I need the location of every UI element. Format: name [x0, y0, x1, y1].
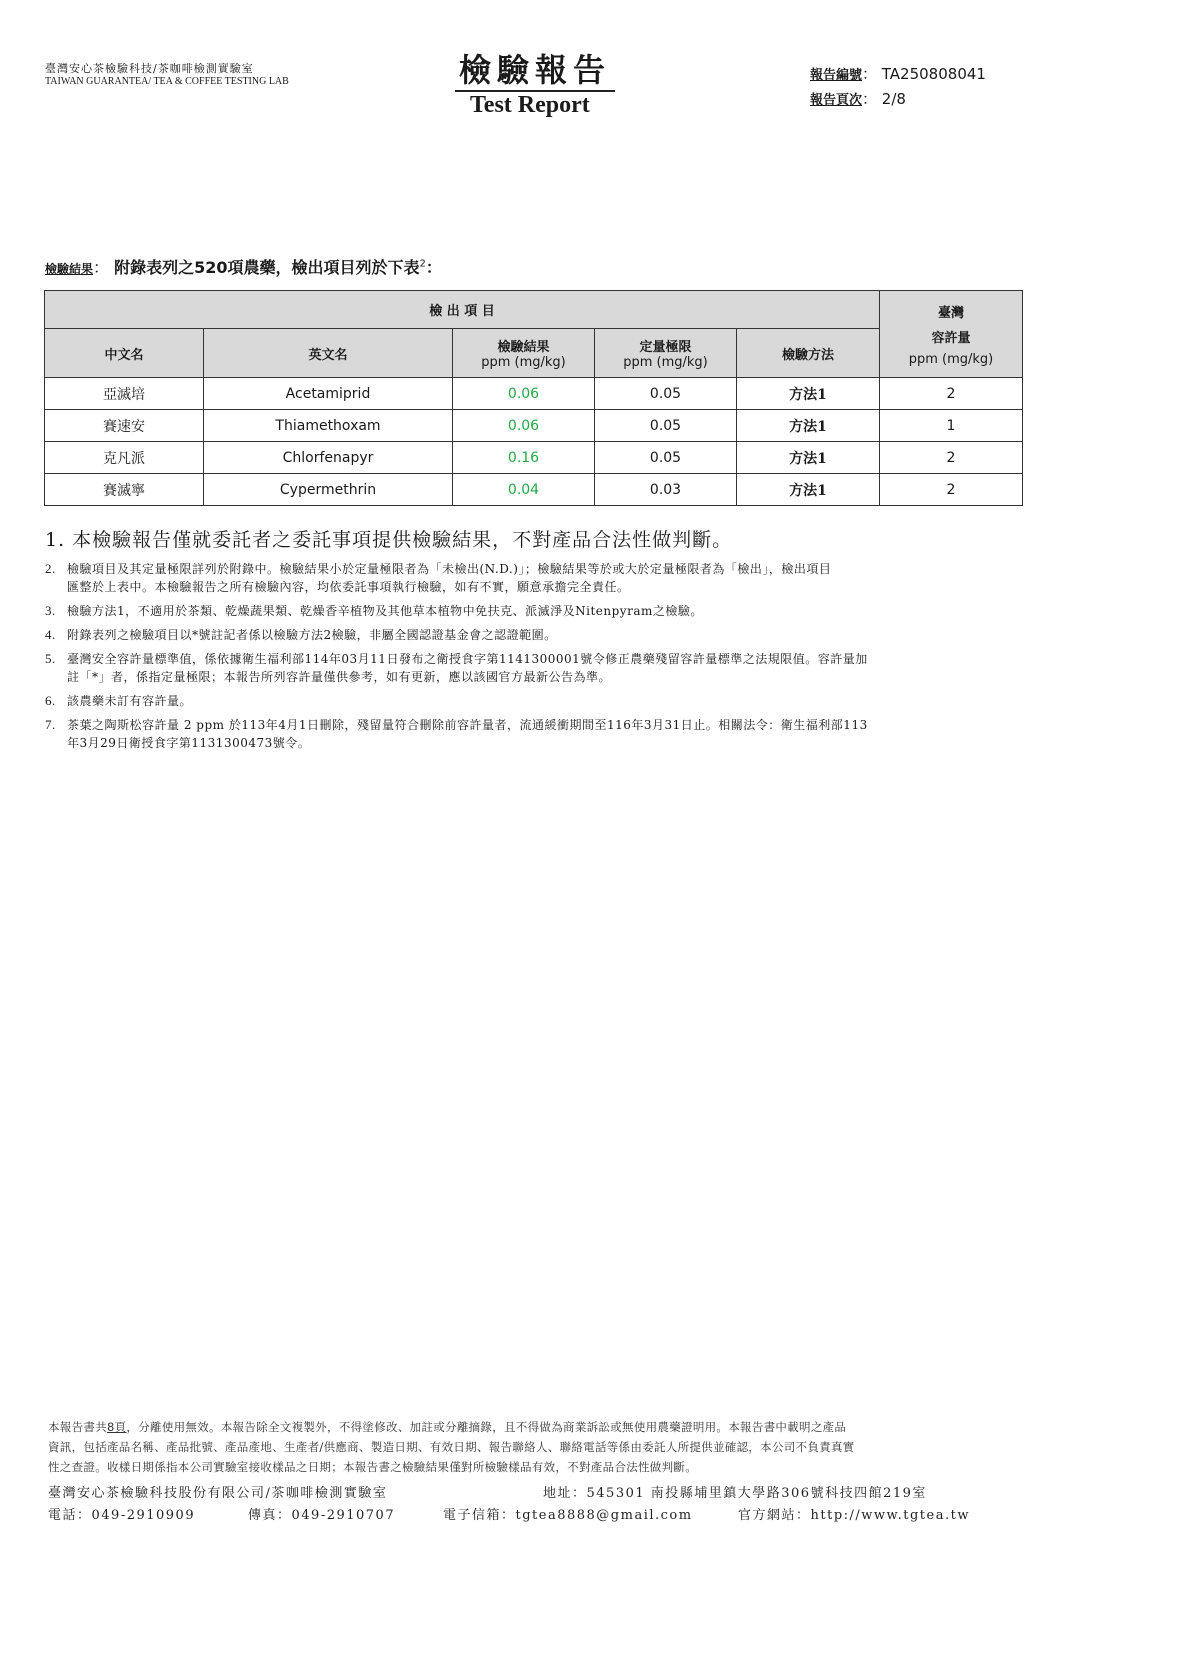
- table-row: [45, 474, 1023, 506]
- col-header-zh: 中文名: [45, 329, 204, 378]
- col-header-tw-limit: 臺灣 容許量 ppm (mg/kg): [880, 291, 1023, 378]
- table-row: [45, 410, 1023, 442]
- report-number-label: 報告編號: [810, 68, 863, 83]
- cell-limit: 1: [880, 410, 1023, 442]
- report-number: 報告編號： TA250808041: [810, 65, 986, 83]
- cell-method: 方法1: [737, 474, 880, 506]
- report-page: 報告頁次： 2/8: [810, 90, 906, 108]
- result-text: 附錄表列之520項農藥，檢出項目列於下表: [114, 258, 420, 277]
- note-3: 3. 檢驗方法1，不適用於茶類、乾燥蔬果類、乾燥香辛植物及其他草本植物中免扶克、派滅淨及Nitenpyram之檢驗。: [45, 603, 703, 618]
- result-footnote: 2: [419, 258, 426, 270]
- cell-en: Chlorfenapyr: [204, 442, 453, 474]
- company-name: 臺灣安心茶檢驗科技股份有限公司/茶咖啡檢測實驗室: [48, 1486, 388, 1501]
- note-1: 1. 本檢驗報告僅就委託者之委託事項提供檢驗結果，不對產品合法性做判斷。: [45, 529, 733, 551]
- cell-result: 0.06: [453, 410, 595, 442]
- col-header-method: 檢驗方法: [737, 329, 880, 378]
- col-header-loq: 定量極限 ppm (mg/kg): [595, 329, 737, 378]
- note-2: 2. 檢驗項目及其定量極限詳列於附錄中。檢驗結果小於定量極限者為「未檢出(N.D.)」；檢驗結果等於或大於定量極限者為「檢出」，檢出項目 匯整於上表中。本檢驗報告之所有檢驗內容，均依委託事項執行檢驗，如有不實，願意承擔完全責任。: [45, 561, 832, 594]
- report-number-value: TA250808041: [881, 65, 986, 83]
- company-phone: 電話：049-2910909: [48, 1508, 196, 1523]
- cell-loq: 0.03: [595, 474, 737, 506]
- cell-limit: 2: [880, 474, 1023, 506]
- report-title-en: Test Report: [470, 92, 590, 118]
- cell-zh: 賽滅寧: [45, 474, 204, 506]
- report-title-zh: 檢驗報告: [455, 50, 615, 92]
- result-label: 檢驗結果: [45, 262, 94, 276]
- cell-zh: 亞滅培: [45, 378, 204, 410]
- footer-disclaimer: 本報告書共8頁，分離使用無效。本報告除全文複製外，不得塗修改、加註或分離摘錄，且不得做為商業訴訟或無使用農藥證明用。本報告書中載明之產品 資訊，包括產品名稱、產品批號、產品產地、生產者/供應商、製造日期、有效日期、報告聯絡人、聯絡電話等係由委託人所提供並確認，本公司不負責真實 性之查證。收樣日期係指本公司實驗室接收樣品之日期；本報告書之檢驗結果僅對所檢驗樣品有效，不對產品合法性做判斷。: [48, 1420, 855, 1474]
- cell-method: 方法1: [737, 410, 880, 442]
- table-row: [45, 442, 1023, 474]
- company-website[interactable]: 官方網站：http://www.tgtea.tw: [738, 1508, 970, 1523]
- cell-method: 方法1: [737, 442, 880, 474]
- pesticide-table: [44, 290, 1023, 506]
- cell-loq: 0.05: [595, 442, 737, 474]
- cell-en: Acetamiprid: [204, 378, 453, 410]
- cell-loq: 0.05: [595, 378, 737, 410]
- report-page-label: 報告頁次: [810, 93, 863, 108]
- page-count: 8頁: [107, 1420, 127, 1434]
- cell-en: Thiamethoxam: [204, 410, 453, 442]
- cell-en: Cypermethrin: [204, 474, 453, 506]
- table-group-header: 檢 出 項 目: [45, 291, 880, 329]
- col-header-result: 檢驗結果 ppm (mg/kg): [453, 329, 595, 378]
- cell-zh: 克凡派: [45, 442, 204, 474]
- table-row: [45, 378, 1023, 410]
- report-page-value: 2/8: [881, 90, 906, 108]
- lab-name-en: TAIWAN GUARANTEA/ TEA & COFFEE TESTING LAB: [45, 76, 289, 87]
- cell-method: 方法1: [737, 378, 880, 410]
- cell-limit: 2: [880, 378, 1023, 410]
- lab-name-zh: 臺灣安心茶檢驗科技/茶咖啡檢測實驗室: [45, 62, 254, 75]
- company-email: 電子信箱：tgtea8888@gmail.com: [443, 1508, 693, 1523]
- result-summary: 檢驗結果： 附錄表列之520項農藥，檢出項目列於下表$^2$：: [45, 258, 442, 277]
- cell-loq: 0.05: [595, 410, 737, 442]
- company-fax: 傳真：049-2910707: [248, 1508, 396, 1523]
- col-header-en: 英文名: [204, 329, 453, 378]
- cell-result: 0.16: [453, 442, 595, 474]
- note-7: 7. 茶葉之陶斯松容許量 2 ppm 於113年4月1日刪除，殘留量符合刪除前容許量者，流通緩衝期間至116年3月31日止。相關法令：衛生福利部113 年3月29日衛授食字第1131300473號令。: [45, 717, 868, 750]
- cell-limit: 2: [880, 442, 1023, 474]
- note-6: 6. 該農藥未訂有容許量。: [45, 693, 193, 708]
- cell-zh: 賽速安: [45, 410, 204, 442]
- footer-contact-row-2: [48, 1504, 1048, 1524]
- note-5: 5. 臺灣安全容許量標準值，係依據衛生福利部114年03月11日發布之衛授食字第1141300001號令修正農藥殘留容許量標準之法規限值。容許量加 註「*」者，係指定量極限；本報告所列容許量僅供參考，如有更新，應以該國官方最新公告為準。: [45, 651, 868, 684]
- note-4: 4. 附錄表列之檢驗項目以*號註記者係以檢驗方法2檢驗，非屬全國認證基金會之認證範圍。: [45, 627, 557, 642]
- cell-result: 0.06: [453, 378, 595, 410]
- company-address: 地址：545301 南投縣埔里鎮大學路306號科技四館219室: [543, 1486, 927, 1501]
- footer-contact-row-1: [48, 1482, 1048, 1502]
- cell-result: 0.04: [453, 474, 595, 506]
